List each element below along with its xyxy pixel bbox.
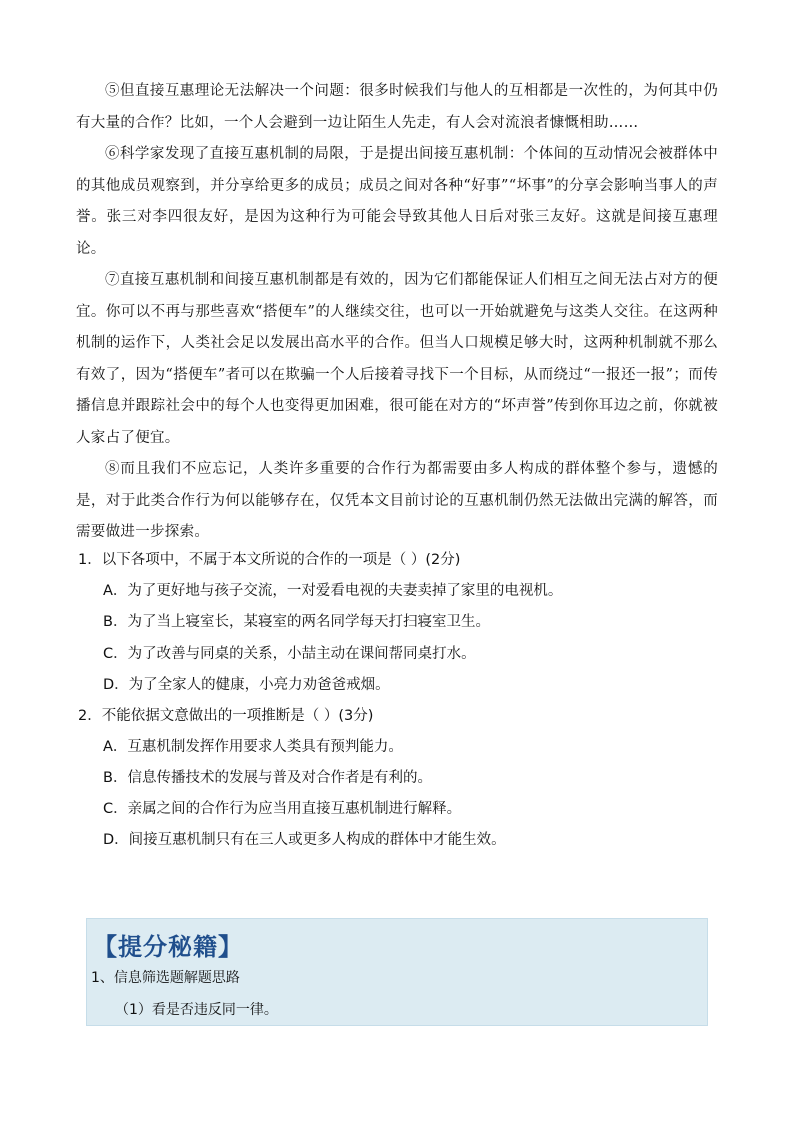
question-1-option-b: B．为了当上寝室长，某寝室的两名同学每天打扫寝室卫生。 [103, 614, 490, 630]
passage-paragraph-8: ⑧而且我们不应忘记，人类许多重要的合作行为都需要由多人构成的群体整个参与，遗憾的是，对于此类合作行为何以能够存在，仅凭本文目前讨论的互惠机制仍然无法做出完满的解答，而需要做进一步探索。 [76, 461, 718, 540]
passage-paragraph-5: ⑤但直接互惠理论无法解决一个问题：很多时候我们与他人的互相都是一次性的，为何其中仍有大量的合作？比如，一个人会避到一边让陌生人先走，有人会对流浪者慷慨相助…… [76, 83, 718, 131]
question-1-option-a: A．为了更好地与孩子交流，一对爱看电视的夫妻卖掉了家里的电视机。 [103, 583, 563, 599]
question-1-option-c: C．为了改善与同桌的关系，小喆主动在课间帮同桌打水。 [103, 646, 476, 662]
tips-title: 【提分秘籍】 [93, 933, 243, 961]
question-2-option-c: C．亲属之间的合作行为应当用直接互惠机制进行解释。 [103, 801, 462, 817]
question-2-option-b: B．信息传播技术的发展与普及对合作者是有利的。 [103, 770, 432, 786]
tips-box [86, 918, 708, 1026]
tips-line-1: 1、信息筛选题解题思路 [91, 970, 240, 986]
question-2-stem: 2．不能依据文意做出的一项推断是（ ）(3分) [78, 708, 374, 724]
passage-paragraph-6: ⑥科学家发现了直接互惠机制的局限，于是提出间接互惠机制：个体间的互动情况会被群体中的其他成员观察到，并分享给更多的成员；成员之间对各种“好事”“坏事”的分享会影响当事人的声誉。张三对李四很友好，是因为这种行为可能会导致其他人日后对张三友好。这就是间接互惠理论。 [76, 146, 718, 257]
question-2-option-d: D．间接互惠机制只有在三人或更多人构成的群体中才能生效。 [103, 832, 506, 848]
question-2-option-a: A．互惠机制发挥作用要求人类具有预判能力。 [103, 739, 403, 755]
tips-line-2: （1）看是否违反同一律。 [115, 1002, 278, 1018]
question-1-option-d: D．为了全家人的健康，小亮力劝爸爸戒烟。 [103, 677, 390, 693]
passage-paragraph-7: ⑦直接互惠机制和间接互惠机制都是有效的，因为它们都能保证人们相互之间无法占对方的便宜。你可以不再与那些喜欢“搭便车”的人继续交往，也可以一开始就避免与这类人交往。在这两种机制的运作下，人类社会足以发展出高水平的合作。但当人口规模足够大时，这两种机制就不那么有效了，因为“搭便车”者可以在欺骗一个人后接着寻找下一个目标，从而绕过“一报还一报”；而传播信息并跟踪社会中的每个人也变得更加困难，很可能在对方的“坏声誉”传到你耳边之前，你就被人家占了便宜。 [76, 272, 718, 446]
question-1-stem: 1．以下各项中，不属于本文所说的合作的一项是（ ）(2分) [78, 552, 461, 568]
